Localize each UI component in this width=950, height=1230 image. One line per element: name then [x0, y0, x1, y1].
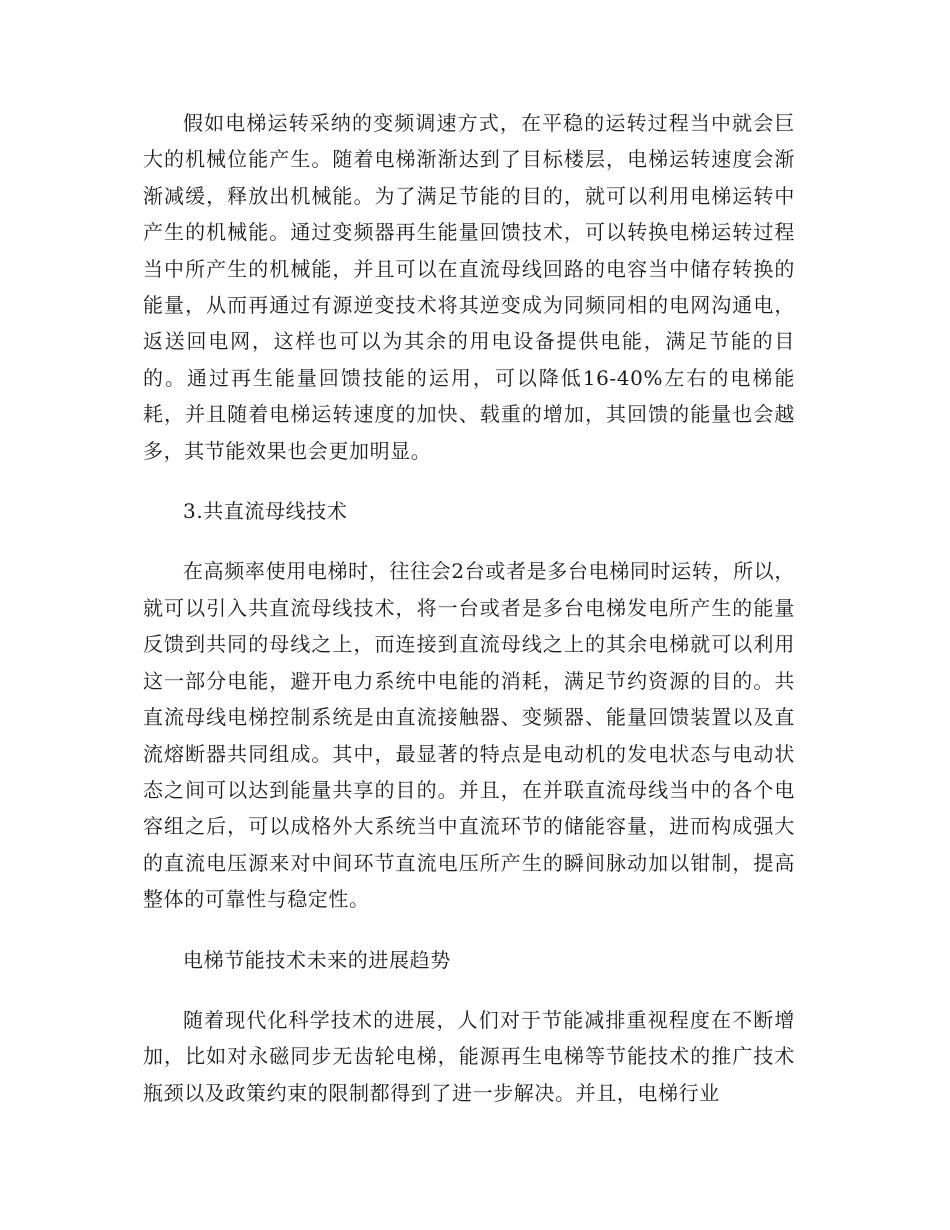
paragraph-gap	[143, 529, 795, 553]
paragraph-future-trends: 随着现代化科学技术的进展，人们对于节能减排重视程度在不断增加，比如对永磁同步无齿轮电梯，能源再生电梯等节能技术的推广技术瓶颈以及政策约束的限制都得到了进一步解决。并且，电梯行业	[143, 1007, 795, 1105]
paragraph-gap	[143, 918, 795, 942]
paragraph-gap	[143, 978, 795, 1002]
section-heading-common-dc-bus: 3.共直流母线技术	[183, 499, 348, 524]
section-heading-future-trends: 电梯节能技术未来的进展趋势	[183, 947, 451, 972]
document-body	[143, 105, 795, 1111]
paragraph-energy-feedback: 假如电梯运转采纳的变频调速方式，在平稳的运转过程当中就会巨大的机械位能产生。随着电梯渐渐达到了目标楼层，电梯运转速度会渐渐减缓，释放出机械能。为了满足节能的目的，就可以利用电梯运转中产生的机械能。通过变频器再生能量回馈技术，可以转换电梯运转过程当中所产生的机械能，并且可以在直流母线回路的电容当中储存转换的能量，从而再通过有源逆变技术将其逆变成为同频同相的电网沟通电，返送回电网，这样也可以为其余的用电设备提供电能，满足节能的目的。通过再生能量回馈技能的运用，可以降低16-40%左右的电梯能耗，并且随着电梯运转速度的加快、载重的增加，其回馈的能量也会越多，其节能效果也会更加明显。	[143, 111, 795, 463]
paragraph-common-dc-bus: 在高频率使用电梯时，往往会2台或者是多台电梯同时运转，所以，就可以引入共直流母线技术，将一台或者是多台电梯发电所产生的能量反馈到共同的母线之上，而连接到直流母线之上的其余电梯就可以利用这一部分电能，避开电力系统中电能的消耗，满足节约资源的目的。共直流母线电梯控制系统是由直流接触器、变频器、能量回馈装置以及直流熔断器共同组成。其中，最显著的特点是电动机的发电状态与电动状态之间可以达到能量共享的目的。并且，在并联直流母线当中的各个电容组之后，可以成格外大系统当中直流环节的储能容量，进而构成强大的直流电压源来对中间环节直流电压所产生的瞬间脉动加以钳制，提高整体的可靠性与稳定性。	[143, 559, 795, 912]
paragraph-gap	[143, 469, 795, 493]
